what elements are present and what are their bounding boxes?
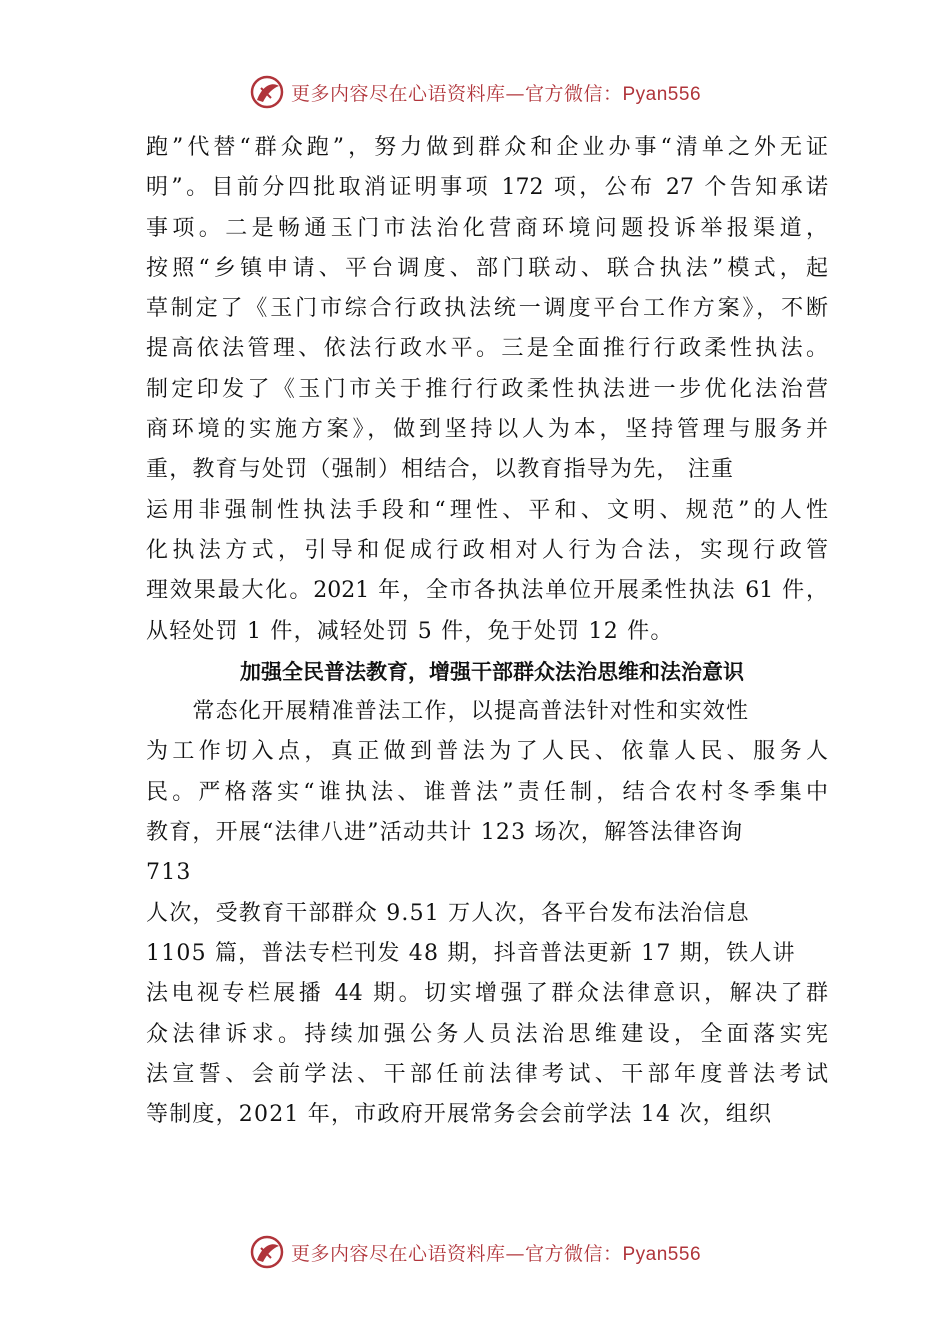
banner-text: 更多内容尽在心语资料库—官方微信：Pyan556 (290, 1242, 702, 1265)
wechat-id: Pyan556 (622, 1243, 702, 1265)
text-line: 按照“乡镇申请、平台调度、部门联动、联合执法”模式，起 (146, 255, 828, 281)
text-line: 众法律诉求。持续加强公务人员法治思维建设，全面落实宪 (146, 1021, 828, 1047)
text-line: 化执法方式，引导和促成行政相对人行为合法，实现行政管 (146, 537, 828, 563)
banner-text: 更多内容尽在心语资料库—官方微信：Pyan556 (290, 82, 702, 105)
text-line: 跑”代替“群众跑”，努力做到群众和企业办事“清单之外无证 (146, 135, 828, 160)
text-line: 运用非强制性执法手段和“理性、平和、文明、规范”的人性 (146, 497, 828, 523)
paragraph-2 (146, 692, 828, 1135)
text-line: 713 (146, 860, 192, 886)
text-line: 制定印发了《玉门市关于推行行政柔性执法进一步优化法治营 (146, 376, 828, 402)
logo-icon (249, 1234, 285, 1270)
footer-banner (0, 1232, 950, 1272)
text-line: 提高依法管理、依法行政水平。三是全面推行行政柔性执法。 (146, 336, 828, 362)
text-line: 常态化开展精准普法工作，以提高普法针对性和实效性 (146, 699, 750, 725)
paragraph-1 (146, 128, 828, 652)
text-line: 法宣誓、会前学法、干部任前法律考试、干部年度普法考试 (146, 1061, 828, 1087)
text-line: 教育，开展“法律八进”活动共计 123 场次，解答法律咨询 (146, 820, 744, 846)
text-line: 理效果最大化。2021 年，全市各执法单位开展柔性执法 61 件， (146, 578, 828, 604)
wechat-id: Pyan556 (622, 83, 702, 105)
text-line: 从轻处罚 1 件，减轻处罚 5 件，免于处罚 12 件。 (146, 618, 674, 644)
text-line: 1105 篇，普法专栏刊发 48 期，抖音普法更新 17 期，铁人讲 (146, 940, 796, 966)
text-line: 草制定了《玉门市综合行政执法统一调度平台工作方案》，不断 (146, 296, 828, 322)
text-line: 为工作切入点，真正做到普法为了人民、依靠人民、服务人 (146, 739, 828, 765)
section-heading: 加强全民普法教育，增强干部群众法治思维和法治意识 (240, 659, 744, 684)
text-line: 法电视专栏展播 44 期。切实增强了群众法律意识，解决了群 (146, 981, 828, 1007)
logo-icon (249, 74, 285, 110)
text-line: 民。严格落实“谁执法、谁普法”责任制，结合农村冬季集中 (146, 779, 828, 805)
document-body (146, 128, 828, 1135)
text-line: 明”。目前分四批取消证明事项 172 项，公布 27 个告知承诺 (146, 175, 828, 201)
header-banner (0, 72, 950, 112)
text-line: 人次，受教育干部群众 9.51 万人次，各平台发布法治信息 (146, 900, 750, 926)
text-line: 等制度，2021 年，市政府开展常务会会前学法 14 次，组织 (146, 1102, 773, 1128)
text-line: 重，教育与处罚（强制）相结合，以教育指导为先， 注重 (146, 457, 735, 483)
text-line: 商环境的实施方案》，做到坚持以人为本，坚持管理与服务并 (146, 417, 828, 443)
text-line: 事项。二是畅通玉门市法治化营商环境问题投诉举报渠道， (146, 215, 828, 241)
